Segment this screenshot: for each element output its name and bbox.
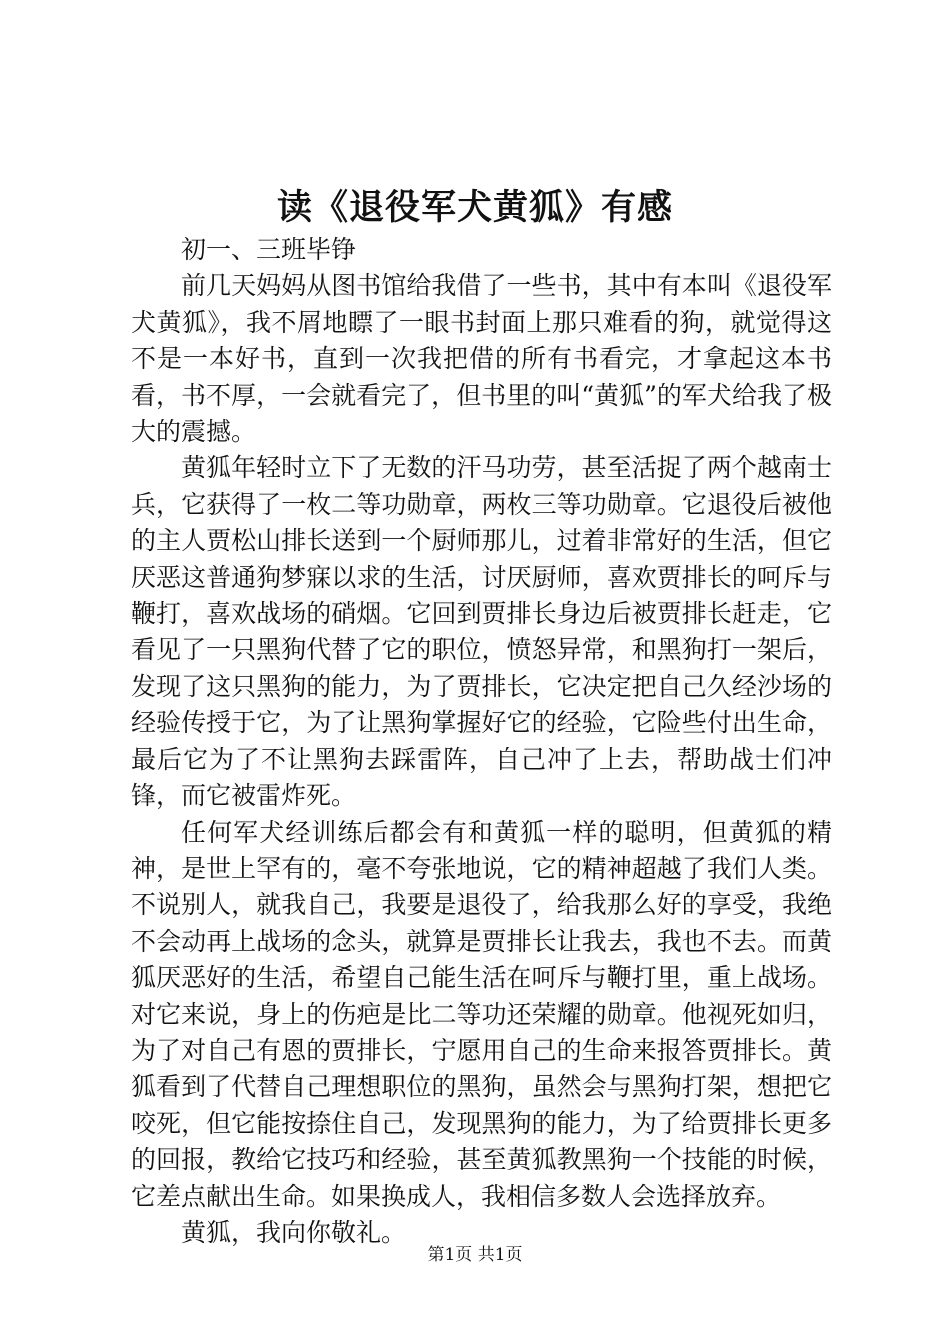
paragraph-2: 黄狐年轻时立下了无数的汗马功劳，甚至活捉了两个越南士兵，它获得了一枚二等功勋章，两枚三等功勋章。它退役后被他的主人贾松山排长送到一个厨师那儿，过着非常好的生活，但它厌恶这普通狗梦寐以求的生活，讨厌厨师，喜欢贾排长的呵斥与鞭打，喜欢战场的硝烟。它回到贾排长身边后被贾排长赶走，它看见了一只黑狗代替了它的职位，愤怒异常，和黑狗打一架后，发现了这只黑狗的能力，为了贾排长，它决定把自己久经沙场的经验传授于它，为了让黑狗掌握好它的经验，它险些付出生命，最后它为了不让黑狗去踩雷阵，自己冲了上去，帮助战士们冲锋，而它被雷炸死。 (131, 453, 832, 811)
document-title: 读《退役军犬黄狐》有感 (276, 187, 673, 228)
author-line: 初一、三班毕铮 (181, 235, 357, 264)
paragraph-3: 任何军犬经训练后都会有和黄狐一样的聪明，但黄狐的精神，是世上罕有的，毫不夸张地说，它的精神超越了我们人类。不说别人，就我自己，我要是退役了，给我那么好的享受，我绝不会动再上战场的念头，就算是贾排长让我去，我也不去。而黄狐厌恶好的生活，希望自己能生活在呵斥与鞭打里，重上战场。对它来说，身上的伤疤是比二等功还荣耀的勋章。他视死如归，为了对自己有恩的贾排长，宁愿用自己的生命来报答贾排长。黄狐看到了代替自己理想职位的黑狗，虽然会与黑狗打架，想把它咬死，但它能按捺住自己，发现黑狗的能力，为了给贾排长更多的回报，教给它技巧和经验，甚至黄狐教黑狗一个技能的时候，它差点献出生命。如果换成人，我相信多数人会选择放弃。 (131, 817, 832, 1211)
paragraph-1: 前几天妈妈从图书馆给我借了一些书，其中有本叫《退役军犬黄狐》，我不屑地瞟了一眼书封面上那只难看的狗，就觉得这不是一本好书，直到一次我把借的所有书看完，才拿起这本书看，书不厚，一会就看完了，但书里的叫“黄狐”的军犬给我了极大的震撼。 (131, 271, 832, 447)
document-body (131, 232, 832, 1251)
paragraph-4: 黄狐，我向你敬礼。 (181, 1217, 407, 1247)
page-footer: 第1页 共1页 (427, 1245, 523, 1265)
